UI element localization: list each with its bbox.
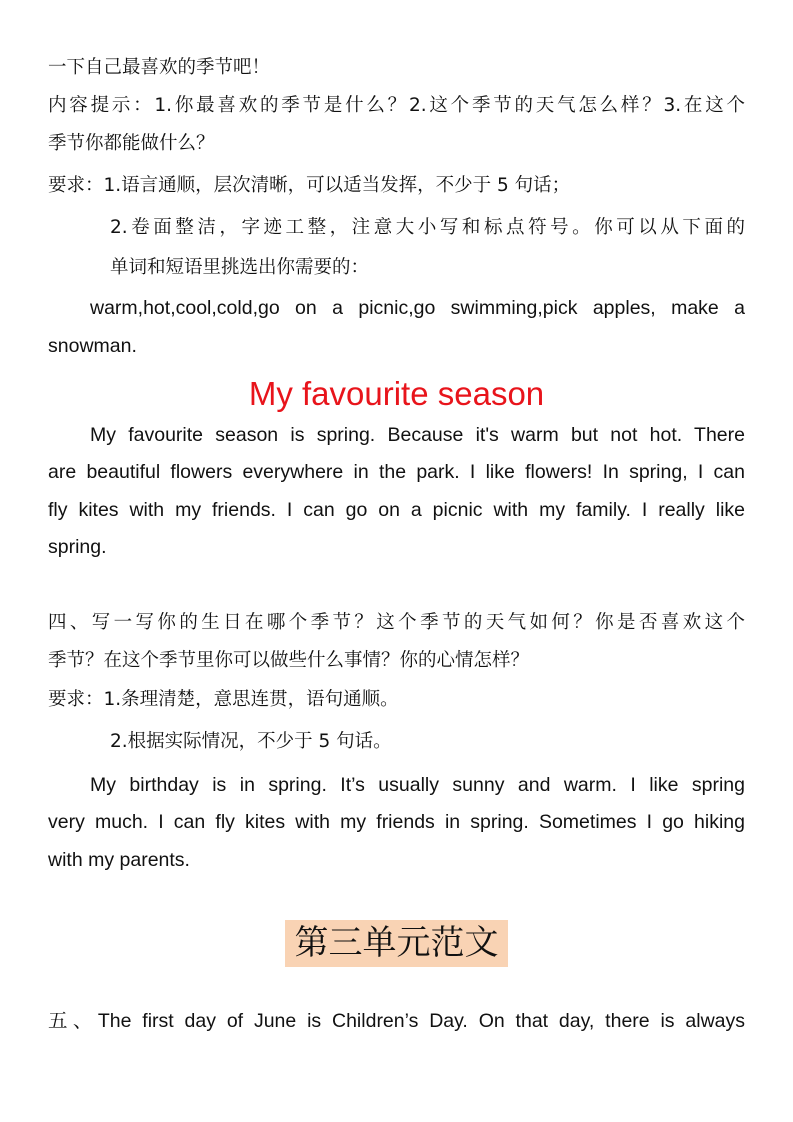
requirement-line-2: 2.卷面整洁，字迹工整，注意大小写和标点符号。你可以从下面的 xyxy=(110,217,745,238)
hint-line-1: 内容提示：1.你最喜欢的季节是什么？2.这个季节的天气怎么样？3.在这个 xyxy=(48,95,745,116)
answer-line: with my parents. xyxy=(48,849,190,871)
question-5-line-1: 五、The first day of June is Children’s Day. On that day, there is always xyxy=(48,1010,745,1032)
question-4-line-1: 四、写一写你的生日在哪个季节？这个季节的天气如何？你是否喜欢这个 xyxy=(48,612,745,633)
requirement-line-1: 要求：1.语言通顺，层次清晰，可以适当发挥，不少于 5 句话； xyxy=(48,175,571,196)
word-bank-line-1: warm,hot,cool,cold,go on a picnic,go swimming,pick apples, make a xyxy=(90,297,745,319)
requirement-line-3: 单词和短语里挑选出你需要的： xyxy=(110,257,370,278)
intro-line: 一下自己最喜欢的季节吧！ xyxy=(48,57,271,78)
question-4-line-2: 季节？在这个季节里你可以做些什么事情？你的心情怎样？ xyxy=(48,650,530,671)
answer-line: My birthday is in spring. It’s usually sunny and warm. I like spring xyxy=(90,774,745,796)
word-bank-line-2: snowman. xyxy=(48,335,137,357)
essay-line: fly kites with my friends. I can go on a picnic with my family. I really like xyxy=(48,499,745,521)
hint-line-2: 季节你都能做什么？ xyxy=(48,133,215,154)
question-4-requirement-1: 要求：1.条理清楚，意思连贯，语句通顺。 xyxy=(48,689,399,710)
unit-heading: 第三单元范文 xyxy=(285,920,508,967)
essay-line: spring. xyxy=(48,536,107,558)
essay-line: My favourite season is spring. Because it's warm but not hot. There xyxy=(90,424,745,446)
essay-title: My favourite season xyxy=(248,375,545,412)
answer-line: very much. I can fly kites with my friends in spring. Sometimes I go hiking xyxy=(48,811,745,833)
essay-line: are beautiful flowers everywhere in the park. I like flowers! In spring, I can xyxy=(48,461,745,483)
question-4-requirement-2: 2.根据实际情况，不少于 5 句话。 xyxy=(110,731,392,752)
